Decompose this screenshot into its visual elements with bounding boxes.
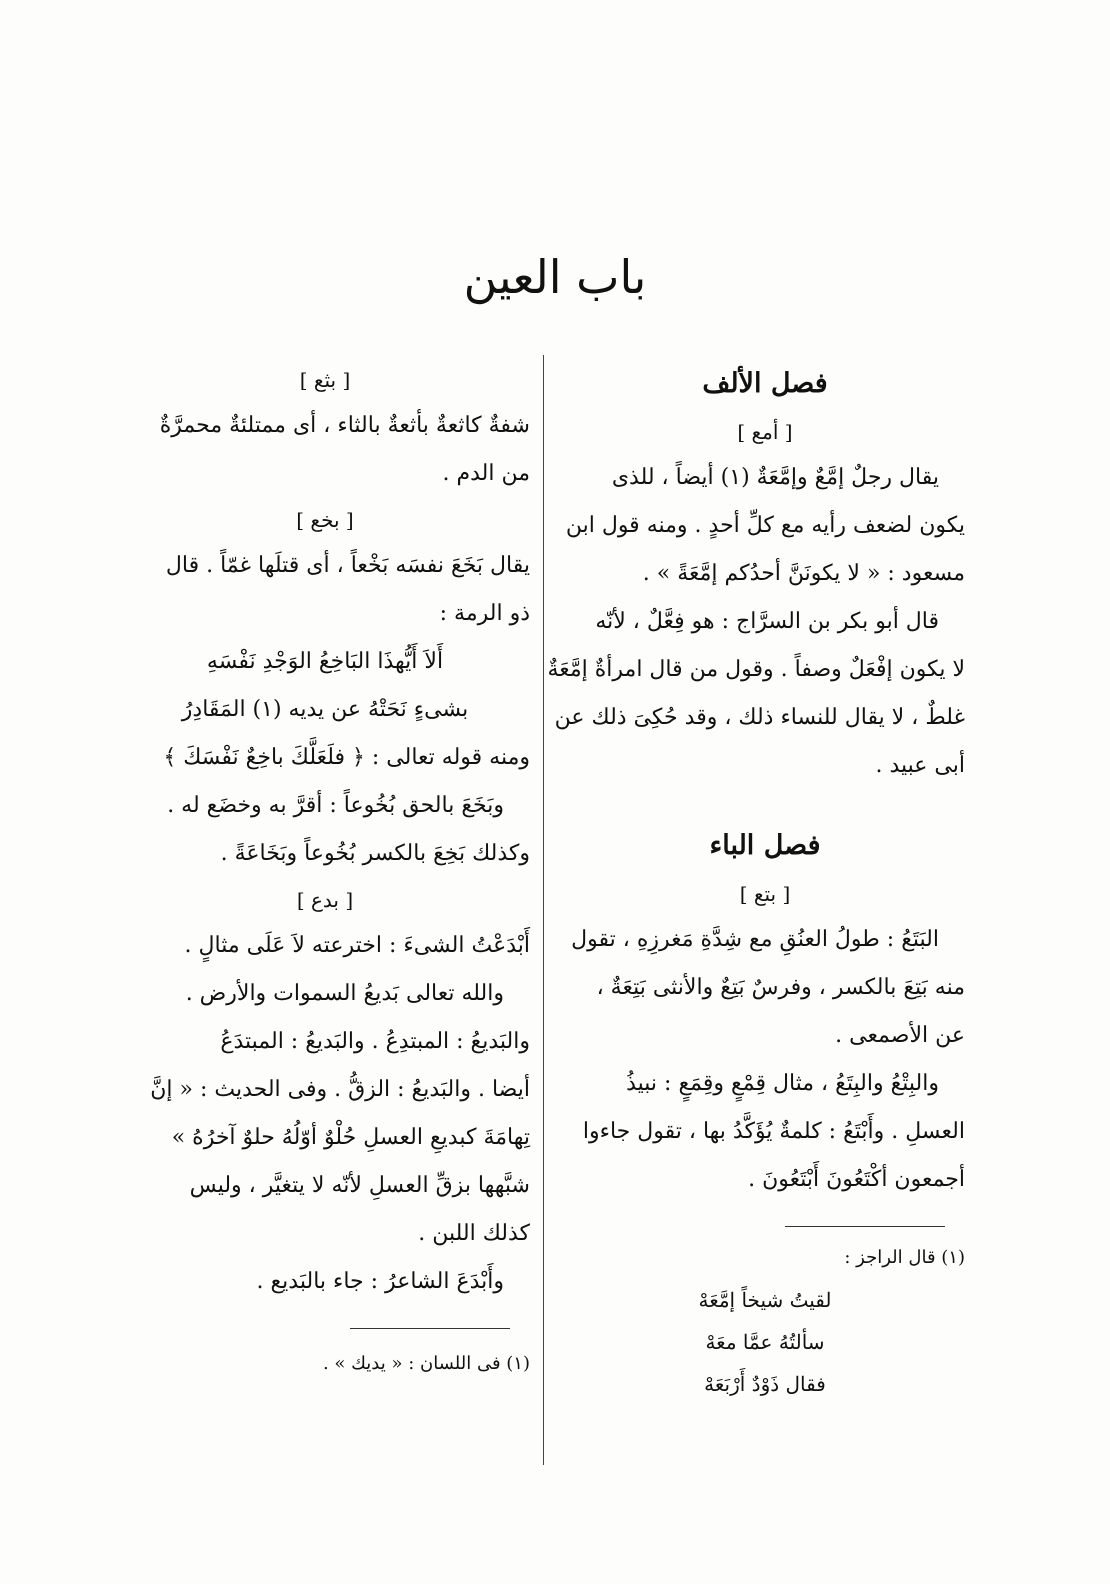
poem-verse: بشىءٍ نَحَتْهُ عن يديه (١) المَقَادِرُ — [181, 697, 469, 722]
text-line: من الدم . — [442, 461, 530, 486]
entry-heading-bataa: [ بتع ] — [739, 882, 791, 906]
text-line: وكذلك بَخِعَ بالكسر بُخُوعاً وبَخَاعَةً . — [220, 841, 530, 866]
footnote-verse: سألتُهُ عمَّا معَهْ — [705, 1330, 825, 1354]
text-line: وأَبْدَعَ الشاعرُ : جاء بالبَديع . — [256, 1269, 504, 1294]
footnote-verse: فقال ذَوْدٌ أَرْبَعَهْ — [704, 1372, 826, 1396]
footnote-label: (١) قال الراجز : — [844, 1247, 965, 1268]
text-line: أَبْدَعْتُ الشىءَ : اخترعته لاَ عَلَى مثالٍ . — [184, 933, 530, 958]
right-column — [547, 358, 965, 1405]
text-line: مسعود : « لا يكونَنَّ أحدُكم إمَّعَةً » . — [642, 561, 965, 586]
text-line: يقال بَخَعَ نفسَه بَخْعاً ، أى قتلَها غمّاً . قال — [165, 553, 530, 578]
text-line: لا يكون إفْعَلٌ وصفاً . وقول من قال امرأةٌ إمَّعَةٌ — [547, 657, 965, 682]
section-title-baa: فصل الباء — [709, 830, 821, 861]
column-divider — [543, 355, 544, 1465]
text-line: منه بَتِعَ بالكسر ، وفرسٌ بَتِعٌ والأنثى بَتِعَةٌ ، — [596, 975, 965, 1000]
entry-heading-badaa: [ بدع ] — [296, 888, 354, 912]
left-column — [120, 358, 530, 1385]
entry-heading-amaa: [ أمع ] — [737, 420, 793, 444]
text-line: كذلك اللبن . — [418, 1221, 530, 1246]
text-line: يقال رجلٌ إمَّعٌ وإمَّعَةٌ (١) أيضاً ، للذى — [611, 465, 939, 490]
text-line: غلطٌ ، لا يقال للنساء ذلك ، وقد حُكِىَ ذلك عن — [554, 705, 965, 730]
text-line: ذو الرمة : — [439, 601, 530, 626]
text-line: أبى عبيد . — [875, 753, 965, 778]
footnote: (١) فى اللسان : « يديك » . — [322, 1353, 530, 1374]
section-title-alif: فصل الألف — [702, 368, 828, 399]
text-line: وبَخَعَ بالحق بُخُوعاً : أقرَّ به وخضَع له . — [167, 793, 504, 818]
text-line: ومنه قوله تعالى : ﴿ فلَعَلَّكَ باخِعٌ نَفْسَكَ ﴾ — [163, 745, 530, 770]
text-line: تِهامَةَ كبديعِ العسلِ حُلْوٌ أوّلُهُ حلوٌ آخرُهُ » — [171, 1125, 530, 1150]
text-line: قال أبو بكر بن السرَّاج : هو فِعَّلٌ ، لأنّه — [595, 609, 939, 634]
text-line: والبَديعُ : المبتدِعُ . والبَديعُ : المبتدَعُ — [220, 1029, 530, 1054]
text-line: والبِتْعُ والبِتَعُ ، مثال قِمْعٍ وقِمَعٍ : نبيذُ — [626, 1071, 939, 1096]
text-line: العسلِ . وأَبْتَعُ : كلمةٌ يُؤَكَّدُ بها ، تقول جاءوا — [582, 1119, 965, 1144]
poem-verse: أَلاَ أَيُّهذَا البَاخِعُ الوَجْدِ نَفْسَهِ — [206, 649, 444, 674]
footnote-verse: لقيتُ شيخاً إمَّعَهْ — [698, 1288, 832, 1312]
entry-heading-bathaa: [ بثع ] — [299, 368, 351, 392]
text-line: عن الأصمعى . — [835, 1023, 965, 1048]
footnote-rule — [350, 1328, 510, 1329]
text-line: شفةٌ كاثعةٌ بأثعةٌ بالثاء ، أى ممتلئةٌ محمرَّةٌ — [159, 413, 530, 438]
text-line: شبَّهها بزقِّ العسلِ لأنّه لا يتغيَّر ، وليس — [189, 1173, 530, 1198]
chapter-title: باب العين — [463, 250, 647, 304]
entry-heading-bakhaa: [ بخع ] — [296, 508, 354, 532]
text-line: يكون لضعف رأيه مع كلِّ أحدٍ . ومنه قول ابن — [565, 513, 965, 538]
text-line: والله تعالى بَديعُ السموات والأرض . — [185, 981, 504, 1006]
text-line: أيضا . والبَديعُ : الزقُّ . وفى الحديث : « إنَّ — [150, 1077, 530, 1102]
text-line: أجمعون أكْتَعُونَ أَبْتَعُونَ . — [748, 1167, 965, 1192]
footnote-rule — [785, 1226, 945, 1227]
text-line: البَتَعُ : طولُ العنُقِ مع شِدَّةِ مَغرزِهِ ، تقول — [571, 927, 939, 952]
